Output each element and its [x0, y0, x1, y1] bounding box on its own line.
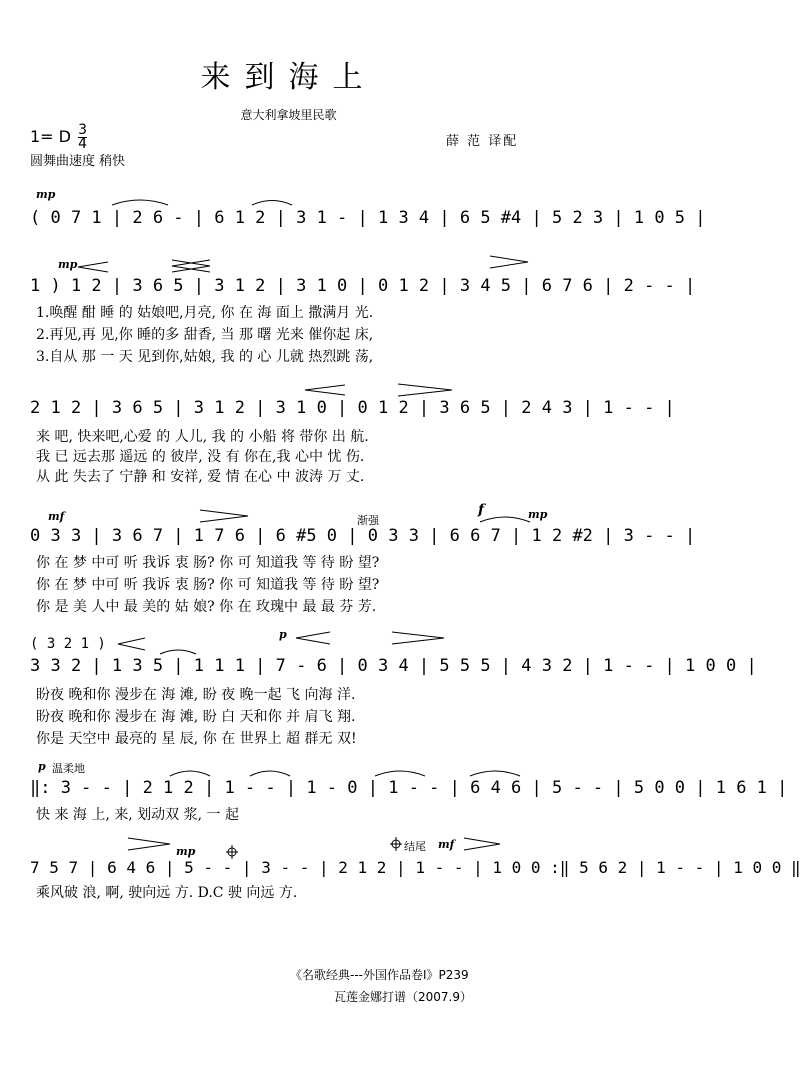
lyric-line: 我 已 远去那 遥远 的 彼岸, 没 有 你在,我 心中 忧 伤.	[36, 449, 365, 465]
arranger-credit: 薛 范 译配	[446, 134, 519, 149]
lyric-line: 盼夜 晚和你 漫步在 海 滩, 盼 夜 晚一起 飞 向海 洋.	[36, 687, 356, 703]
notation-line: 0 3 3 | 3 6 7 | 1 7 6 | 6 #5 0 | 0 3 3 | 6 6 7 | 1 2 #2 | 3 - - |	[30, 526, 696, 546]
slur	[375, 771, 425, 776]
decrescendo-hairpin	[128, 838, 170, 850]
crescendo-hairpin	[118, 638, 145, 650]
tempo-marking: 圆舞曲速度 稍快	[30, 154, 126, 169]
slur	[112, 200, 168, 205]
notation-line: 2 1 2 | 3 6 5 | 3 1 2 | 3 1 0 | 0 1 2 | 3 6 5 | 2 4 3 | 1 - - |	[30, 398, 675, 418]
decrescendo-hairpin	[172, 260, 210, 272]
lyric-line: 你 在 梦 中可 听 我诉 衷 肠? 你 可 知道我 等 待 盼 望?	[36, 577, 380, 593]
crescendo-hairpin	[172, 260, 210, 272]
decrescendo-hairpin	[392, 632, 444, 644]
song-title: 来到海上	[200, 60, 377, 95]
slur	[170, 771, 210, 776]
decrescendo-hairpin	[200, 510, 248, 522]
decrescendo-hairpin	[490, 256, 528, 268]
lyric-line: 2.再见,再 见,你 睡的多 甜香, 当 那 曙 光来 催你起 床,	[36, 327, 374, 343]
notation-line: 1 ) 1 2 | 3 6 5 | 3 1 2 | 3 1 0 | 0 1 2 | 3 4 5 | 6 7 6 | 2 - - |	[30, 276, 696, 296]
decrescendo-hairpin	[464, 838, 500, 850]
slur	[470, 771, 520, 776]
expression-marking: 结尾	[404, 840, 426, 853]
dynamic-mark: mf	[438, 838, 455, 851]
dynamic-mark: p	[279, 628, 287, 641]
notation-line: ( 0 7 1 | 2 6 - | 6 1 2 | 3 1 - | 1 3 4 | 6 5 #4 | 5 2 3 | 1 0 5 |	[30, 208, 706, 228]
source-citation: 《名歌经典---外国作品卷Ⅰ》P239	[290, 968, 469, 982]
dynamic-mark: p	[38, 760, 46, 773]
notation-line: ‖: 3 - - | 2 1 2 | 1 - - | 1 - 0 | 1 - - | 6 4 6 | 5 - - | 5 0 0 | 1 6 1 |	[30, 778, 788, 798]
slur	[252, 201, 292, 206]
grace-notes: ( 3 2 1 )	[30, 636, 106, 652]
lyric-line: 从 此 失去了 宁静 和 安祥, 爱 情 在心 中 波涛 万 丈.	[36, 469, 365, 485]
lyric-line: 1.唤醒 酣 睡 的 姑娘吧,月亮, 你 在 海 面上 撒满月 光.	[36, 305, 374, 321]
crescendo-hairpin	[78, 262, 108, 272]
decrescendo-hairpin	[398, 384, 452, 396]
slur	[160, 650, 196, 654]
lyric-line: 来 吧, 快来吧,心爱 的 人儿, 我 的 小船 将 带你 出 航.	[36, 429, 369, 445]
lyric-line: 快 来 海 上, 来, 划动双 浆, 一 起	[36, 807, 239, 823]
notation-line: 7 5 7 | 6 4 6 | 5 - - | 3 - - | 2 1 2 | 1 - - | 1 0 0 :‖ 5 6 2 | 1 - - | 1 0 0 ‖	[30, 858, 801, 877]
lyric-line: 你 在 梦 中可 听 我诉 衷 肠? 你 可 知道我 等 待 盼 望?	[36, 555, 380, 571]
crescendo-hairpin	[305, 385, 345, 395]
expression-marking: 温柔地	[52, 762, 85, 775]
dynamic-mark: mp	[58, 258, 78, 271]
dynamic-mark: mp	[176, 845, 196, 858]
lyric-line: 盼夜 晚和你 漫步在 海 滩, 盼 白 天和你 并 肩飞 翔.	[36, 709, 356, 725]
lyric-line: 你是 天空中 最亮的 星 辰, 你 在 世界上 超 群无 双!	[36, 731, 357, 747]
crescendo-hairpin	[296, 632, 330, 644]
slur	[480, 517, 530, 522]
dynamic-mark: mp	[36, 188, 56, 201]
dynamic-mark: mp	[528, 508, 548, 521]
lyric-line: 乘风破 浪, 啊, 驶向远 方. D.C 驶 向远 方.	[36, 885, 298, 901]
slur	[250, 771, 290, 776]
lyric-line: 3.自从 那 一 天 见到你,姑娘, 我 的 心 儿就 热烈跳 荡,	[36, 349, 374, 365]
key-text: 1= D	[30, 127, 71, 146]
notation-line: 3 3 2 | 1 3 5 | 1 1 1 | 7 - 6 | 0 3 4 | 5 5 5 | 4 3 2 | 1 - - | 1 0 0 |	[30, 656, 757, 676]
expression-marking: 渐强	[357, 514, 379, 527]
time-signature-bottom: 4	[78, 136, 88, 152]
lyric-line: 你 是 美 人中 最 美的 姑 娘? 你 在 玫瑰中 最 最 芬 芳.	[36, 599, 377, 615]
song-origin: 意大利拿坡里民歌	[240, 108, 337, 122]
transcriber-credit: 瓦莲金娜打谱（2007.9）	[334, 990, 472, 1004]
dynamic-mark: mf	[48, 510, 65, 523]
time-signature-top: 3	[78, 122, 88, 138]
dynamic-mark: f	[478, 502, 485, 518]
